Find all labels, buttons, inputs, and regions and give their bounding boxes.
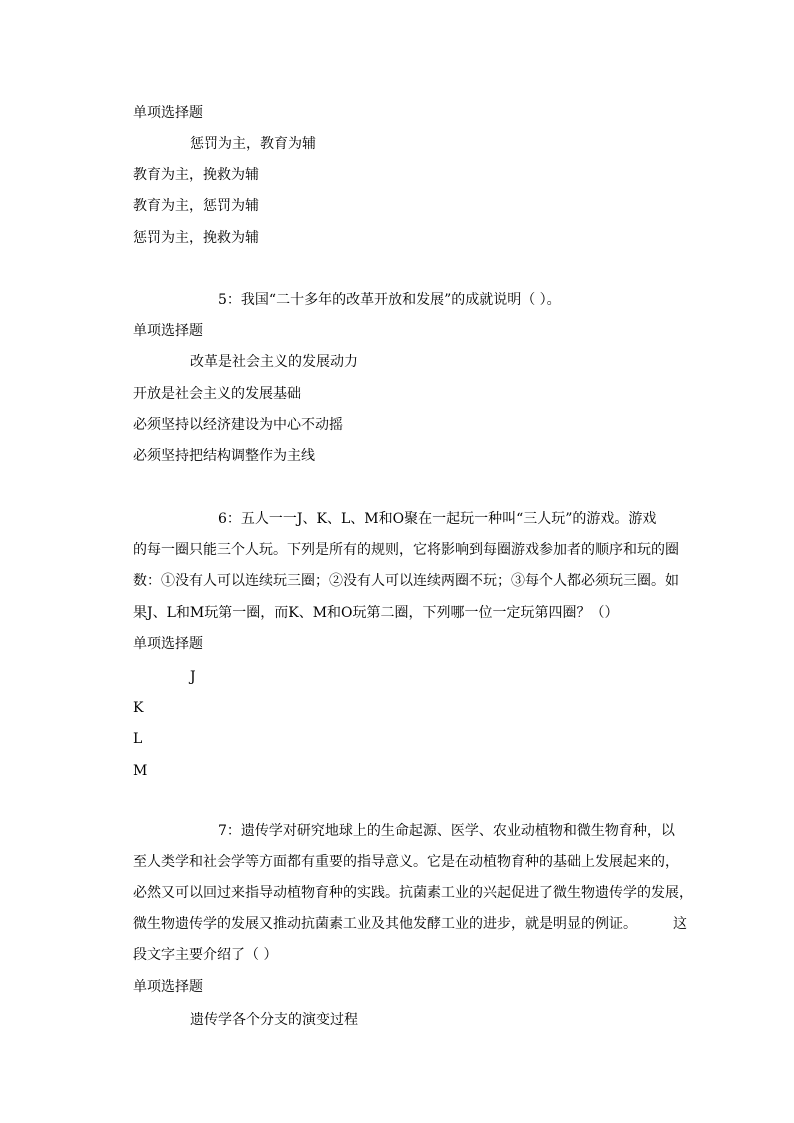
option-c[interactable]: 必须坚持以经济建设为中心不动摇 [133,417,343,433]
question-type-label: 单项选择题 [133,636,203,652]
question-7-stem-line [133,914,687,934]
question-6-stem-line: 的每一圈只能三个人玩。下列是所有的规则，它将影响到每圈游戏参加者的顺序和玩的圈 [133,542,679,558]
option-d[interactable]: 必须坚持把结构调整作为主线 [133,448,315,464]
option-a[interactable]: 遗传学各个分支的演变过程 [190,1012,358,1028]
option-a[interactable]: 改革是社会主义的发展动力 [190,354,358,370]
option-d[interactable]: M [133,763,148,779]
question-type-label: 单项选择题 [133,323,203,339]
option-b[interactable]: 开放是社会主义的发展基础 [133,386,301,402]
question-6-stem-line: 果J、L和M玩第一圈，而K、M和O玩第二圈，下列哪一位一定玩第四圈？（） [133,605,619,621]
question-7-stem-text: 这 [673,916,687,932]
option-a[interactable]: J [190,669,196,685]
question-7-stem-line: 7：遗传学对研究地球上的生命起源、医学、农业动植物和微生物育种，以 [218,823,675,839]
question-6-stem-line: 6：五人一一J、K、L、M和O聚在一起玩一种叫“三人玩”的游戏。游戏 [218,511,657,527]
question-6-stem-line: 数：①没有人可以连续玩三圈；②没有人可以连续两圈不玩；③每个人都必须玩三圈。如 [133,573,679,589]
option-b[interactable]: K [133,700,144,716]
question-type-label: 单项选择题 [133,105,203,121]
option-a[interactable]: 惩罚为主，教育为辅 [190,136,316,152]
option-c[interactable]: L [133,731,143,747]
option-c[interactable]: 教育为主，惩罚为辅 [133,198,259,214]
question-7-stem-text: 微生物遗传学的发展又推动抗菌素工业及其他发酵工业的进步，就是明显的例证。 [133,916,637,932]
question-7-stem-line: 段文字主要介绍了（ ） [133,947,278,963]
question-7-stem-line: 必然又可以回过来指导动植物育种的实践。抗菌素工业的兴起促进了微生物遗传学的发展， [133,885,693,901]
option-b[interactable]: 教育为主，挽救为辅 [133,167,259,183]
option-d[interactable]: 惩罚为主，挽救为辅 [133,230,259,246]
question-type-label: 单项选择题 [133,979,203,995]
question-5-stem: 5：我国“二十多年的改革开放和发展”的成就说明（ ）。 [218,292,561,308]
question-7-stem-line: 至人类学和社会学等方面都有重要的指导意义。它是在动植物育种的基础上发展起来的， [133,854,679,870]
